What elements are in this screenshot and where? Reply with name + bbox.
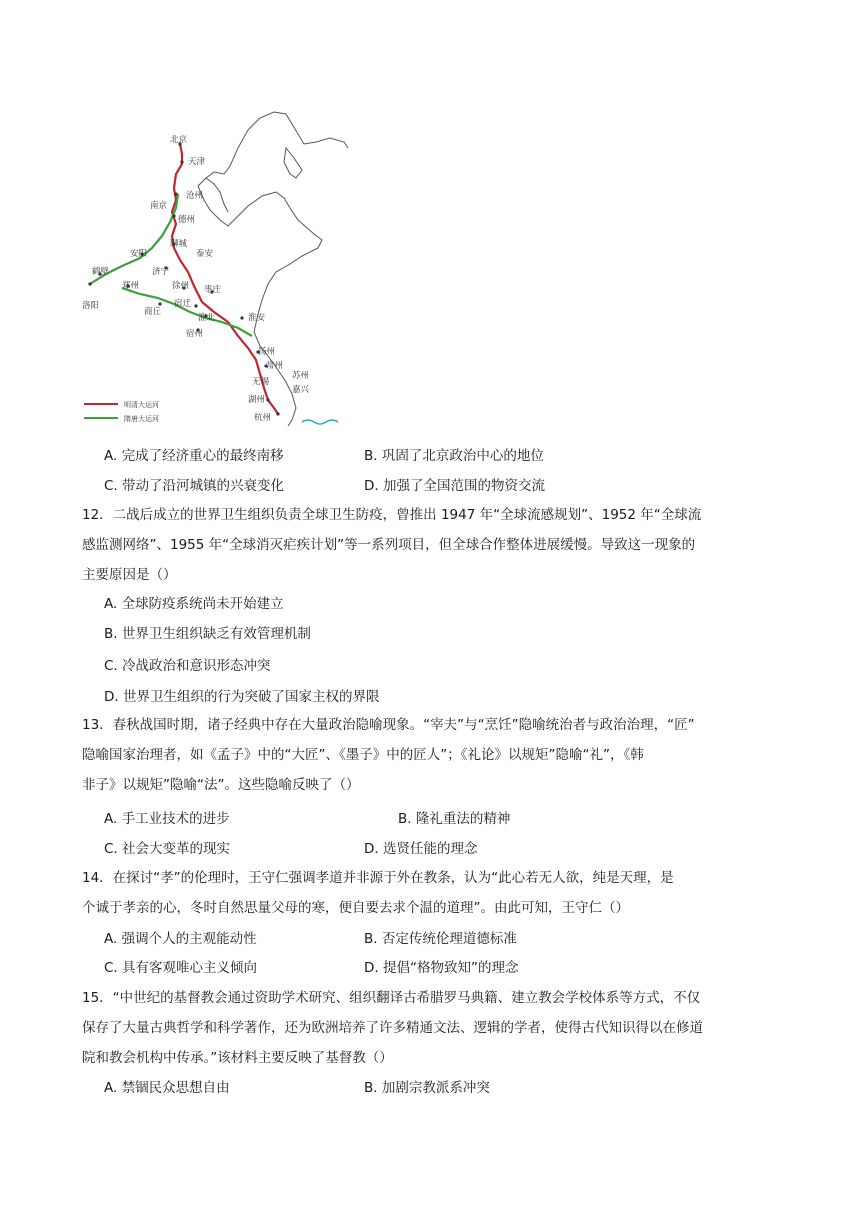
q12-option-a: A. 全球防疫系统尚未开始建立 [104, 596, 284, 612]
city-label: 德州 [178, 215, 196, 225]
q12-option-b: B. 世界卫生组织缺乏有效管理机制 [104, 626, 311, 642]
q12-stem-line: 12．二战后成立的世界卫生组织负责全球卫生防疫，曾推出 1947 年“全球流感规划”、1952 年“全球流 [82, 507, 702, 523]
q14-option-a: A. 强调个人的主观能动性 [104, 931, 257, 947]
city-label: 淮安 [248, 313, 266, 323]
q15-stem [82, 983, 782, 1073]
q14-option-c: C. 具有客观唯心主义倾向 [104, 960, 258, 976]
q15-stem-line: 院和教会机构中传承。”该材料主要反映了基督教（） [82, 1050, 393, 1066]
q14-stem [82, 863, 782, 923]
city-label: 杭州 [254, 413, 272, 423]
q12-stem [82, 500, 782, 590]
q13-stem-line: 非子》以规矩”隐喻“法”。这些隐喻反映了（） [82, 777, 360, 793]
q11-option-c: C. 带动了沿河城镇的兴衰变化 [104, 478, 285, 494]
q12-stem-line: 感监测网络”、1955 年“全球消灭疟疾计划”等一系列项目，但全球合作整体进展缓慢。导致这一现象的 [82, 537, 696, 553]
q13-option-a: A. 手工业技术的进步 [104, 811, 230, 827]
q14-stem-line: 个诚于孝亲的心，冬时自然思量父母的寒，便自要去求个温的道理”。由此可知，王守仁（） [82, 900, 629, 916]
q14-option-d: D. 提倡“格物致知”的理念 [364, 960, 519, 976]
q11-option-a: A. 完成了经济重心的最终南移 [104, 448, 284, 464]
coastline [198, 112, 348, 426]
q14-stem-line: 14．在探讨“孝”的伦理时，王守仁强调孝道并非源于外在教条，认为“此心若无人欲，纯是天理，是 [82, 870, 674, 886]
city-label: 湖州 [248, 395, 266, 405]
city-label: 常州 [266, 361, 284, 371]
city-label: 鹤壁 [92, 267, 110, 277]
city-label: 郑州 [122, 281, 140, 291]
ming-qing-canal-line [172, 144, 278, 414]
grand-canal-map [78, 108, 360, 430]
q13-option-c: C. 社会大变革的现实 [104, 841, 231, 857]
q13-option-d: D. 选贤任能的理念 [364, 841, 478, 857]
q15-option-b: B. 加剧宗教派系冲突 [364, 1080, 490, 1096]
q15-stem-line: 保存了大量古典哲学和科学著作，还为欧洲培养了许多精通文法、逻辑的学者，使得古代知识得以在修道 [82, 1020, 703, 1036]
city-label: 南京 [150, 201, 168, 211]
q12-stem-line: 主要原因是（） [82, 567, 177, 583]
q14-option-b: B. 否定传统伦理道德标准 [364, 931, 517, 947]
q15-option-a: A. 禁锢民众思想自由 [104, 1080, 230, 1096]
city-label: 嘉兴 [292, 385, 310, 395]
q11-option-b: B. 巩固了北京政治中心的地位 [364, 448, 544, 464]
q12-option-d: D. 世界卫生组织的行为突破了国家主权的界限 [104, 689, 380, 705]
q13-stem-line: 隐喻国家治理者，如《孟子》中的“大匠”、《墨子》中的匠人”；《礼论》以规矩”隐喻“礼”，《韩 [82, 747, 644, 763]
city-label: 沧州 [186, 191, 204, 201]
legend-sui-tang: 隋唐大运河 [124, 415, 159, 423]
city-label: 洛阳 [82, 301, 100, 311]
city-label: 泰安 [196, 249, 214, 259]
city-label: 天津 [188, 157, 206, 167]
city-label: 聊城 [170, 239, 188, 249]
city-label: 枣庄 [204, 285, 222, 295]
q13-stem [82, 710, 782, 800]
city-markers [82, 134, 310, 423]
city-label: 宿州 [186, 329, 204, 339]
city-label: 安阳 [130, 249, 148, 259]
bohai-coast [206, 178, 228, 212]
coastline-peninsula [284, 148, 302, 178]
q11-option-d: D. 加强了全国范围的物资交流 [364, 478, 545, 494]
legend-ming-qing: 明清大运河 [124, 401, 159, 409]
city-label: 徐州 [172, 281, 190, 291]
city-label: 苏州 [292, 371, 310, 381]
city-label: 济宁 [152, 267, 170, 277]
city-label: 扬州 [258, 347, 276, 357]
city-label: 北京 [170, 135, 188, 145]
city-label: 宿迁 [174, 299, 192, 309]
city-label: 商丘 [144, 307, 162, 317]
city-label: 无锡 [252, 377, 270, 387]
map-legend [84, 400, 159, 423]
hangzhou-bay [302, 420, 338, 424]
q13-stem-line: 13．春秋战国时期，诸子经典中存在大量政治隐喻现象。“宰夫”与“烹饪”隐喻统治者与政治治理，“匠” [82, 717, 695, 733]
q15-stem-line: 15．“中世纪的基督教会通过资助学术研究、组织翻译古希腊罗马典籍、建立教会学校体系等方式，不仅 [82, 990, 701, 1006]
q13-option-b: B. 隆礼重法的精神 [398, 811, 511, 827]
city-label: 淮北 [198, 313, 216, 323]
q12-option-c: C. 冷战政治和意识形态冲突 [104, 658, 271, 674]
